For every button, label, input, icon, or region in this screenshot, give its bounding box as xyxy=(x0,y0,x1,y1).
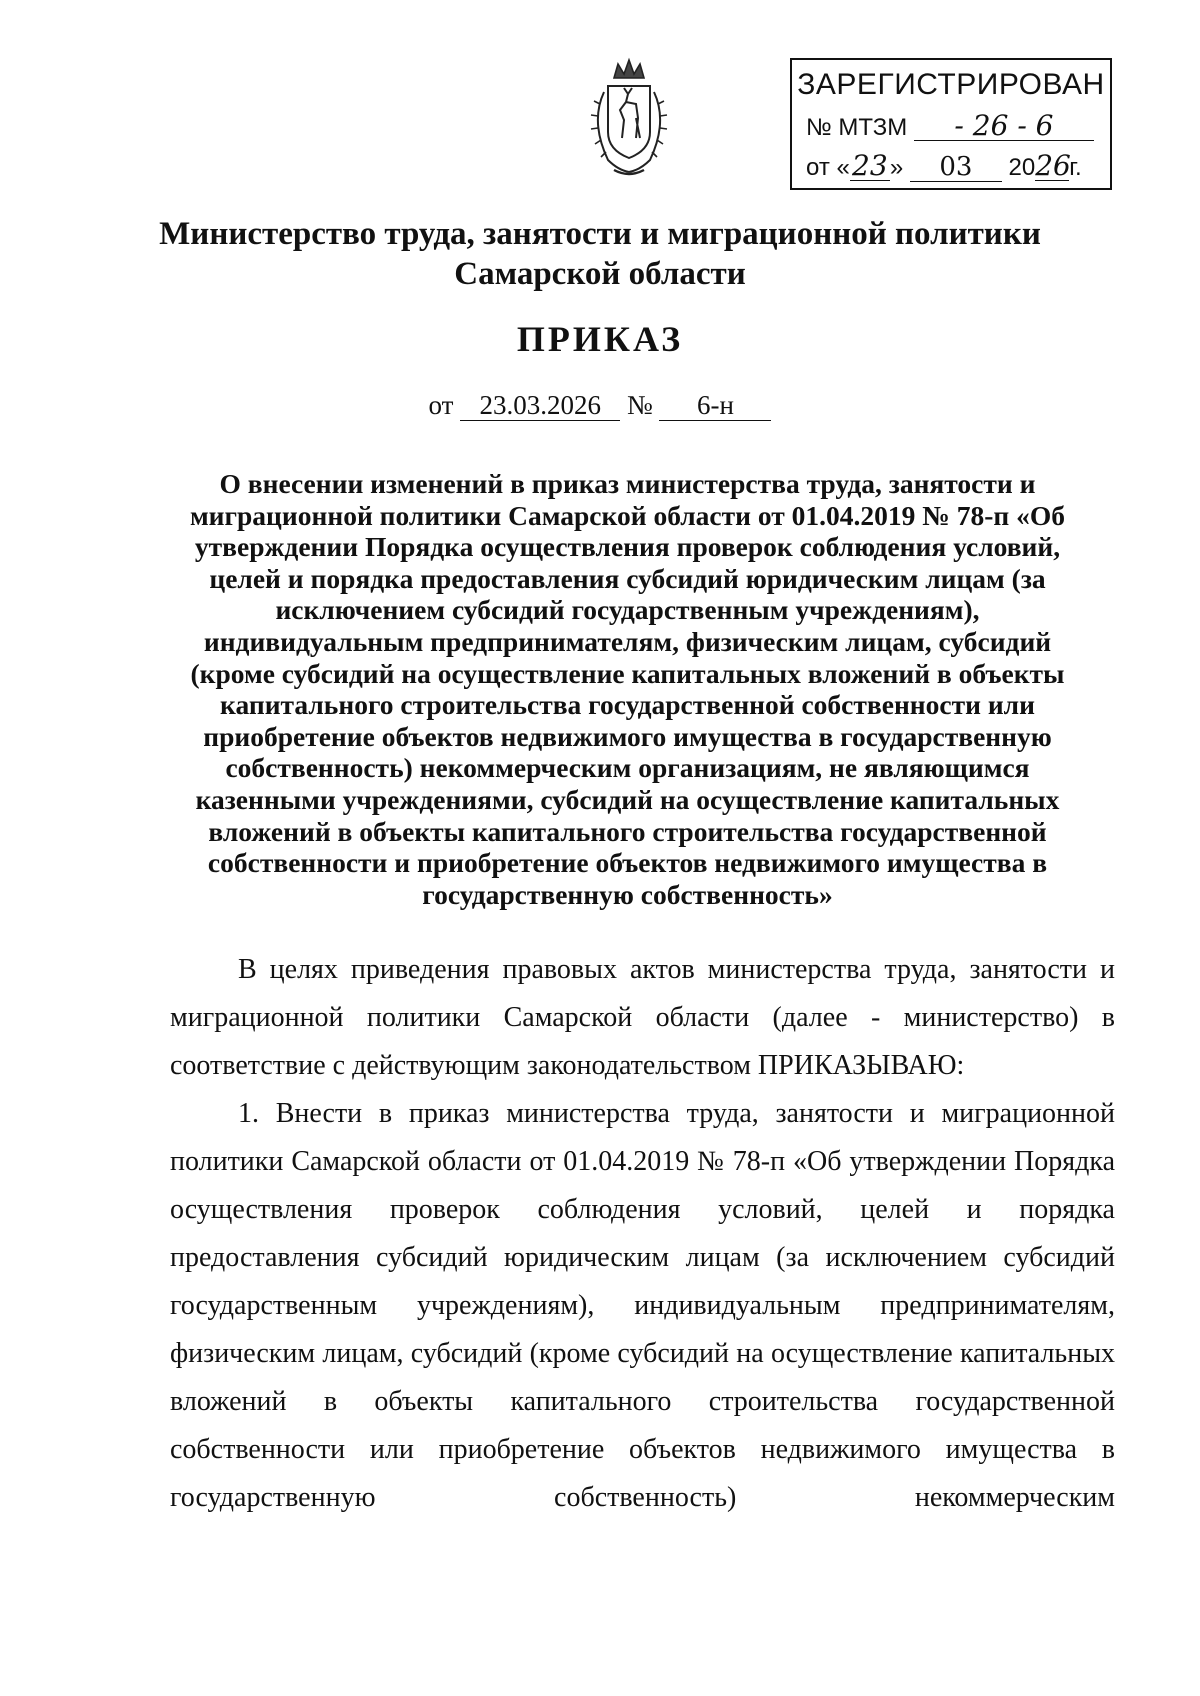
document-body xyxy=(170,946,1115,1522)
document-date-prefix: от xyxy=(428,390,454,420)
document-number-sign: № xyxy=(626,390,653,420)
stamp-title: ЗАРЕГИСТРИРОВАН xyxy=(797,68,1105,101)
document-number: 6-н xyxy=(659,390,771,421)
stamp-number-handwritten: - 26 - 6 xyxy=(914,112,1094,141)
coat-of-arms-emblem xyxy=(578,52,680,182)
stamp-day: 23 xyxy=(850,152,890,181)
stamp-date-row xyxy=(806,149,1082,182)
stamp-year-handwritten: 26 xyxy=(1035,149,1071,182)
stamp-number-row xyxy=(806,109,1094,142)
registration-stamp xyxy=(790,58,1112,190)
document-type: ПРИКАЗ xyxy=(516,319,684,359)
ministry-name-line2: Самарской области xyxy=(454,256,746,292)
stamp-number-prefix: № МТЗМ xyxy=(806,114,908,141)
stamp-month: 03 xyxy=(910,153,1002,182)
stamp-date-prefix: от « xyxy=(806,154,850,181)
body-item-1: 1. Внести в приказ министерства труда, занятости и миграционной политики Самарской области от 01.04.2019 № 78-п «Об утверждении Порядка осуществления проверок соблюдения условий, целей и порядка предоставления субсидий юридическим лицам (за исключением субсидий государственным учреждениям), индивидуальным предпринимателям, физическим лицам, субсидий (кроме субсидий на осуществление капитальных вложений в объекты капитального строительства государственной собственности или приобретение объектов недвижимого имущества в государственную собственность) некоммерческим xyxy=(170,1098,1115,1513)
ministry-name xyxy=(150,214,1050,294)
stamp-year-suffix: г. xyxy=(1069,154,1082,181)
body-preamble: В целях приведения правовых актов министерства труда, занятости и миграционной политики Самарской области (далее - министерство) в соответствие с действующим законодательством ПРИКАЗЫВАЮ: xyxy=(170,954,1115,1081)
document-date: 23.03.2026 xyxy=(460,390,620,421)
document-date-line xyxy=(0,390,1200,421)
stamp-year-printed: 20 xyxy=(1008,154,1036,181)
ministry-name-line1: Министерство труда, занятости и миграционной политики xyxy=(159,216,1041,252)
document-subject: О внесении изменений в приказ министерства труда, занятости и миграционной политики Самарской области от 01.04.2019 № 78-п «Об утверждении Порядка осуществления проверок соблюдения условий, целей и порядка предоставления субсидий юридическим лицам (за исключением субсидий государственным учреждениям), индивидуальным предпринимателям, физическим лицам, субсидий (кроме субсидий на осуществление капитальных вложений в объекты капитального строительства государственной собственности или приобретение объектов недвижимого имущества в государственную собственность) некоммерческим организациям, не являющимся казенными учреждениями, субсидий на осуществление капитальных вложений в объекты капитального строительства государственной собственности и приобретение объектов недвижимого имущества в государственную собственность» xyxy=(189,468,1066,910)
stamp-day-suffix: » xyxy=(889,154,904,181)
